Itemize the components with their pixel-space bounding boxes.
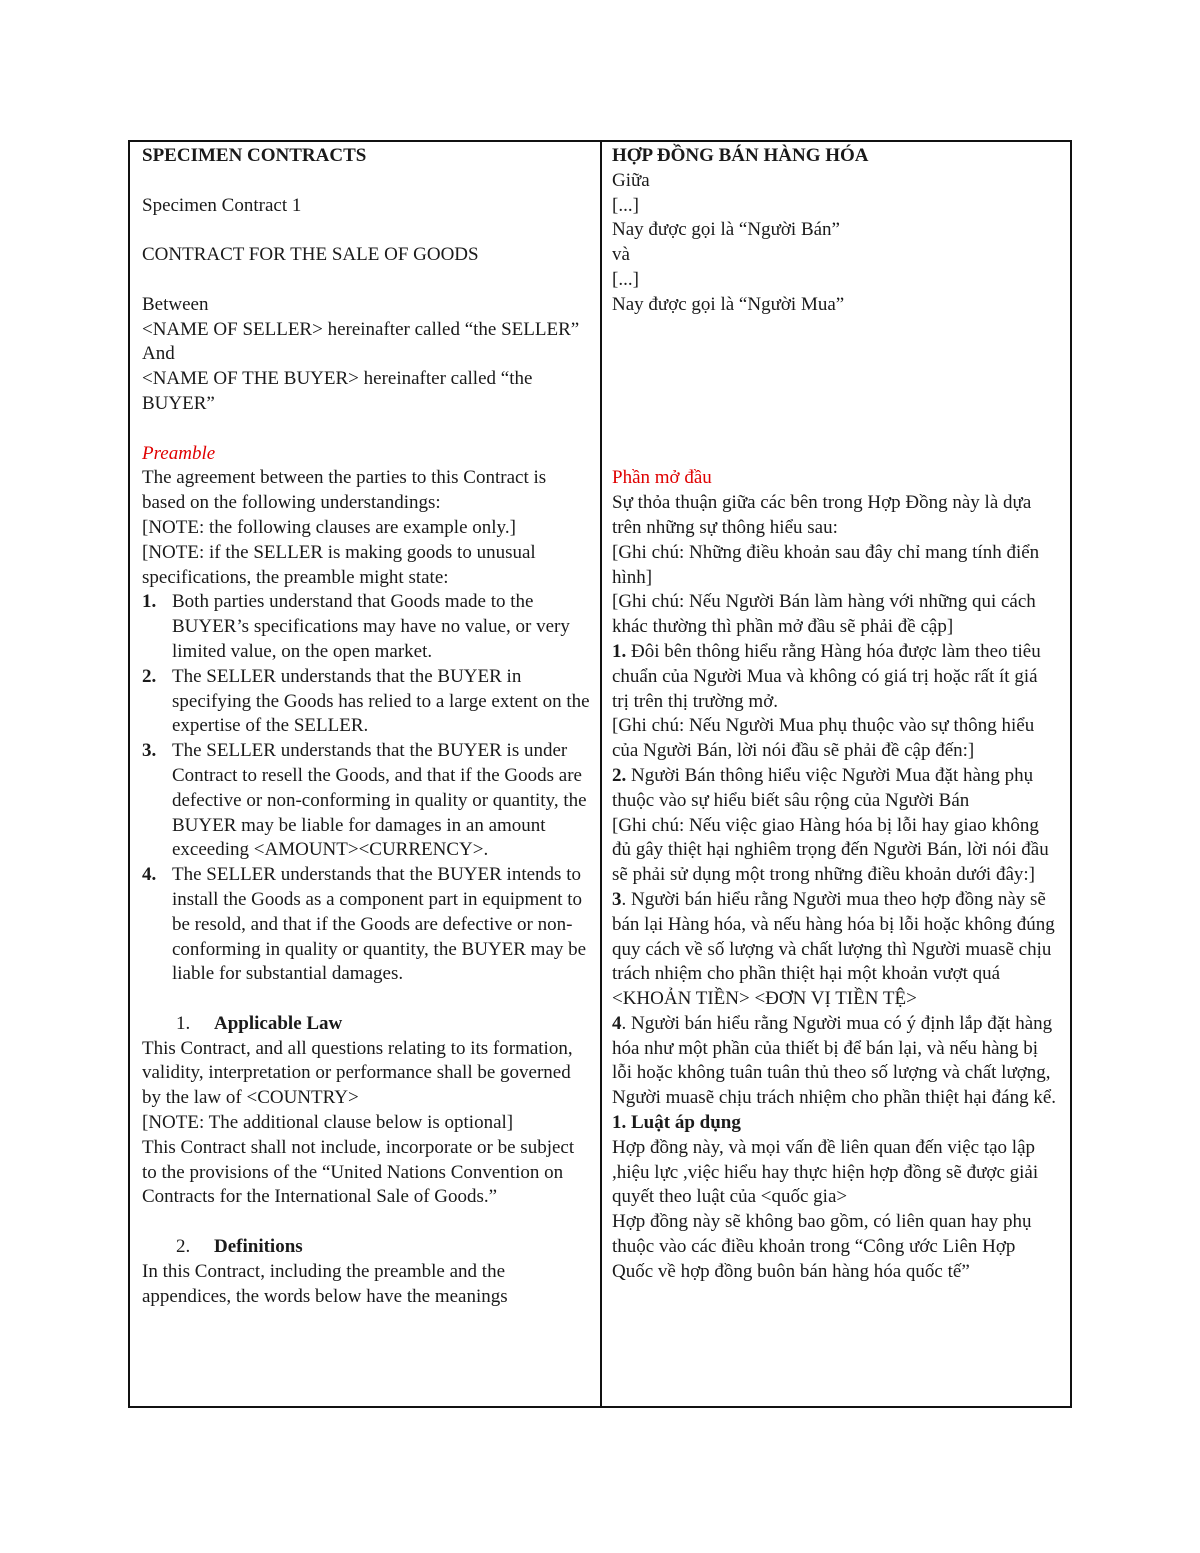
list-number: 1. [142, 591, 157, 613]
paragraph-3-vi [612, 888, 1058, 1012]
contract-title: CONTRACT FOR THE SALE OF GOODS [142, 244, 479, 266]
paragraph-number: 4 [612, 1012, 622, 1034]
list-item [142, 863, 590, 987]
section-heading-definitions [142, 1235, 590, 1260]
paragraph-number: 3 [612, 888, 622, 910]
va-label: và [612, 244, 630, 266]
between-label: Between [142, 293, 209, 315]
placeholder-dots: [...] [612, 194, 639, 216]
buyer-line: <NAME OF THE BUYER> hereinafter called “the BUYER” [142, 368, 533, 414]
preamble-title: Preamble [142, 442, 216, 464]
paragraph-text: Đôi bên thông hiểu rằng Hàng hóa được làm theo tiêu chuẩn của Người Mua và không có giá trị hoặc rất ít giá trị trên thị trường mở. [612, 640, 1041, 712]
seller-line-vi: Nay được gọi là “Người Bán” [612, 219, 840, 241]
paragraph-number: 2. [612, 764, 627, 786]
list-text: The SELLER understands that the BUYER in specifying the Goods has relied to a large extent on the expertise of the SELLER. [172, 665, 590, 737]
definitions-text: In this Contract, including the preamble and the appendices, the words below have the meanings [142, 1260, 508, 1307]
note-example-vi: [Ghi chú: Những điều khoản sau đây chỉ mang tính điển hình] [612, 541, 1040, 588]
applicable-law-text: This Contract, and all questions relating to its formation, validity, interpretation or performance shall be governed by the law of <COUNTRY> [142, 1037, 573, 1109]
list-text: Both parties understand that Goods made to the BUYER’s specifications may have no value, or very limited value, on the open market. [172, 591, 570, 662]
paragraph-text: . Người bán hiểu rằng Người mua có ý định lắp đặt hàng hóa như một phần của thiết bị để bán lại, và nếu hàng bị lỗi hoặc không tuân tuân thủ theo số lượng và chất lượng, Người muasẽ chịu trách nhiệm cho phần thiệt hại đáng kể. [612, 1012, 1057, 1109]
applicable-law-text-2: This Contract shall not include, incorporate or be subject to the provisions of the “United Nations Convention on Contracts for the International Sale of Goods.” [142, 1136, 575, 1208]
preamble-intro-vi: Sự thỏa thuận giữa các bên trong Hợp Đồng này là dựa trên những sự thông hiểu sau: [612, 492, 1032, 538]
note-4-vi: [Ghi chú: Nếu việc giao Hàng hóa bị lỗi hay giao không đủ gây thiệt hại nghiêm trọng đến Người Bán, lời nói đầu sẽ phải sử dụng một trong những điều khoản dưới đây:] [612, 814, 1049, 886]
paragraph-text: Người Bán thông hiểu việc Người Mua đặt hàng phụ thuộc vào sự hiểu biết sâu rộng của Người Bán [612, 764, 1034, 811]
note-3-vi: [Ghi chú: Nếu Người Mua phụ thuộc vào sự thông hiểu của Người Bán, lời nói đầu sẽ phải đề cập đến:] [612, 715, 1035, 762]
list-item [142, 665, 590, 739]
section-number: 1. [176, 1012, 191, 1034]
vietnamese-heading: HỢP ĐỒNG BÁN HÀNG HÓA [612, 145, 869, 166]
list-number: 3. [142, 740, 157, 762]
section-heading-applicable-law [142, 1012, 590, 1037]
bilingual-contract-table [128, 140, 1072, 1408]
applicable-law-note: [NOTE: The additional clause below is optional] [142, 1112, 514, 1134]
buyer-line-vi: Nay được gọi là “Người Mua” [612, 293, 845, 315]
applicable-law-text-vi: Hợp đồng này, và mọi vấn đề liên quan đến việc tạo lập ,hiệu lực ,việc hiểu hay thực hiện hợp đồng sẽ được giải quyết theo luật của <quốc gia> [612, 1136, 1039, 1208]
note-example: [NOTE: the following clauses are example only.] [142, 516, 516, 538]
list-item [142, 590, 590, 664]
section-title: Definitions [214, 1236, 303, 1258]
paragraph-text: . Người bán hiểu rằng Người mua theo hợp đồng này sẽ bán lại Hàng hóa, và nếu hàng hóa bị lỗi hoặc không đúng quy cách về số lượng và chất lượng thì Người muasẽ chịu trách nhiệm cho phần thiệt hại một khoản vượt quá <KHOẢN TIỀN> <ĐƠN VỊ TIỀN TỆ> [612, 888, 1055, 1010]
giua-label: Giữa [612, 169, 650, 191]
paragraph-number: 1. [612, 640, 627, 662]
paragraph-2-vi [612, 764, 1058, 814]
section-heading-applicable-law-vi: 1. Luật áp dụng [612, 1112, 741, 1134]
preamble-title-vi: Phần mở đầu [612, 467, 712, 489]
english-column [130, 142, 602, 1406]
section-title: Applicable Law [214, 1012, 343, 1034]
preamble-intro: The agreement between the parties to this Contract is based on the following understandings: [142, 467, 547, 514]
specimen-contract-number: Specimen Contract 1 [142, 194, 302, 216]
applicable-law-text-2-vi: Hợp đồng này sẽ không bao gồm, có liên quan hay phụ thuộc vào các điều khoản trong “Công ước Liên Hợp Quốc về hợp đồng buôn bán hàng hóa quốc tế” [612, 1211, 1032, 1282]
english-heading: SPECIMEN CONTRACTS [142, 145, 367, 166]
seller-line: <NAME OF SELLER> hereinafter called “the SELLER” [142, 318, 580, 340]
vietnamese-column [602, 142, 1070, 1406]
list-text: The SELLER understands that the BUYER is under Contract to resell the Goods, and that if the Goods are defective or non-conforming in quality or quantity, the BUYER may be liable for damages in an amount exceeding <AMOUNT><CURRENCY>. [172, 740, 587, 861]
note-unusual-specs: [NOTE: if the SELLER is making goods to unusual specifications, the preamble might state: [142, 541, 536, 588]
list-item [142, 739, 590, 863]
paragraph-1-vi [612, 640, 1058, 714]
note-unusual-specs-vi: [Ghi chú: Nếu Người Bán làm hàng với những qui cách khác thường thì phần mở đầu sẽ phải đề cập] [612, 591, 1036, 638]
section-number: 2. [176, 1236, 191, 1258]
list-text: The SELLER understands that the BUYER intends to install the Goods as a component part in equipment to be resold, and that if the Goods are defective or non-conforming in quality or quantity, the BUYER may be liable for substantial damages. [172, 864, 587, 985]
list-number: 4. [142, 864, 157, 886]
and-label: And [142, 343, 175, 365]
list-number: 2. [142, 665, 157, 687]
paragraph-4-vi [612, 1012, 1058, 1111]
placeholder-dots: [...] [612, 268, 639, 290]
